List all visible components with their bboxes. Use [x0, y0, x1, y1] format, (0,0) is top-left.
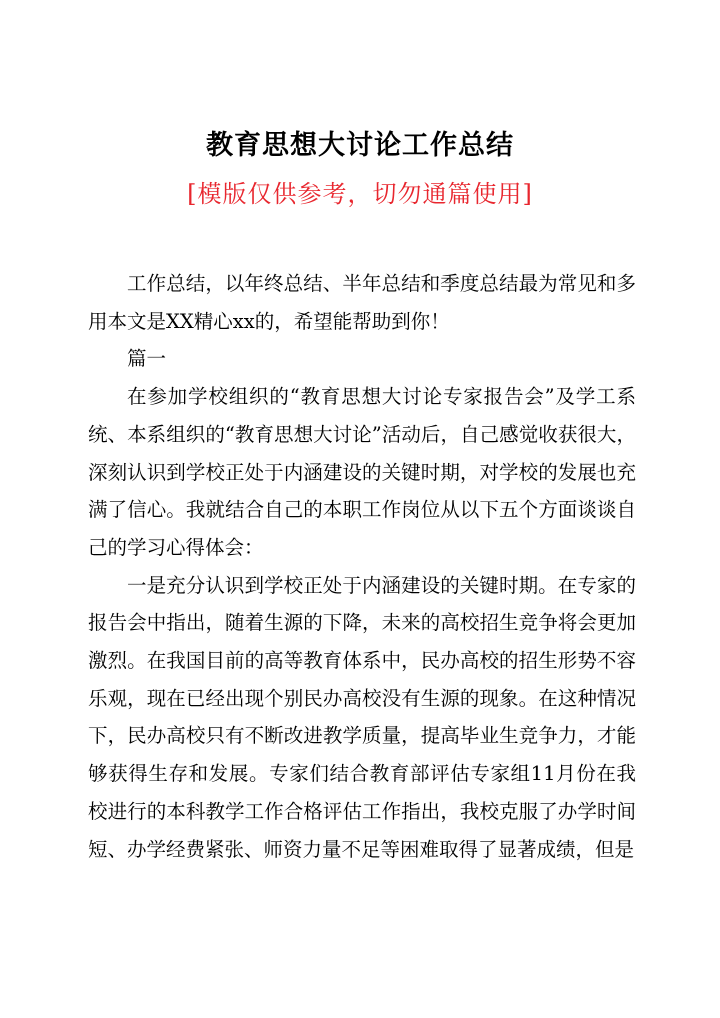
body-paragraph: 篇一 — [127, 347, 167, 371]
body-paragraph: 工作总结，以年终总结、半年总结和季度总结最为常见和多用本文是XX精心xx的，希望能帮助到你！ — [88, 272, 636, 333]
body-paragraph: 在参加学校组织的“教育思想大讨论专家报告会”及学工系统、本系组织的“教育思想大讨论”活动后，自己感觉收获很大，深刻认识到学校正处于内涵建设的关键时期，对学校的发展也充满了信心。我就结合自己的本职工作岗位从以下五个方面谈谈自己的学习心得体会： — [88, 385, 636, 559]
document-body — [88, 265, 636, 868]
document-subtitle: [模版仅供参考，切勿通篇使用] — [187, 180, 533, 208]
document-title: 教育思想大讨论工作总结 — [206, 130, 514, 161]
body-paragraph: 一是充分认识到学校正处于内涵建设的关键时期。在专家的报告会中指出，随着生源的下降，未来的高校招生竞争将会更加激烈。在我国目前的高等教育体系中，民办高校的招生形势不容乐观，现在已经出现个别民办高校没有生源的现象。在这种情况下，民办高校只有不断改进教学质量，提高毕业生竞争力，才能够获得生存和发展。专家们结合教育部评估专家组11月份在我校进行的本科教学工作合格评估工作指出，我校克服了办学时间短、办学经费紧张、师资力量不足等困难取得了显著成绩，但是 — [88, 573, 636, 861]
